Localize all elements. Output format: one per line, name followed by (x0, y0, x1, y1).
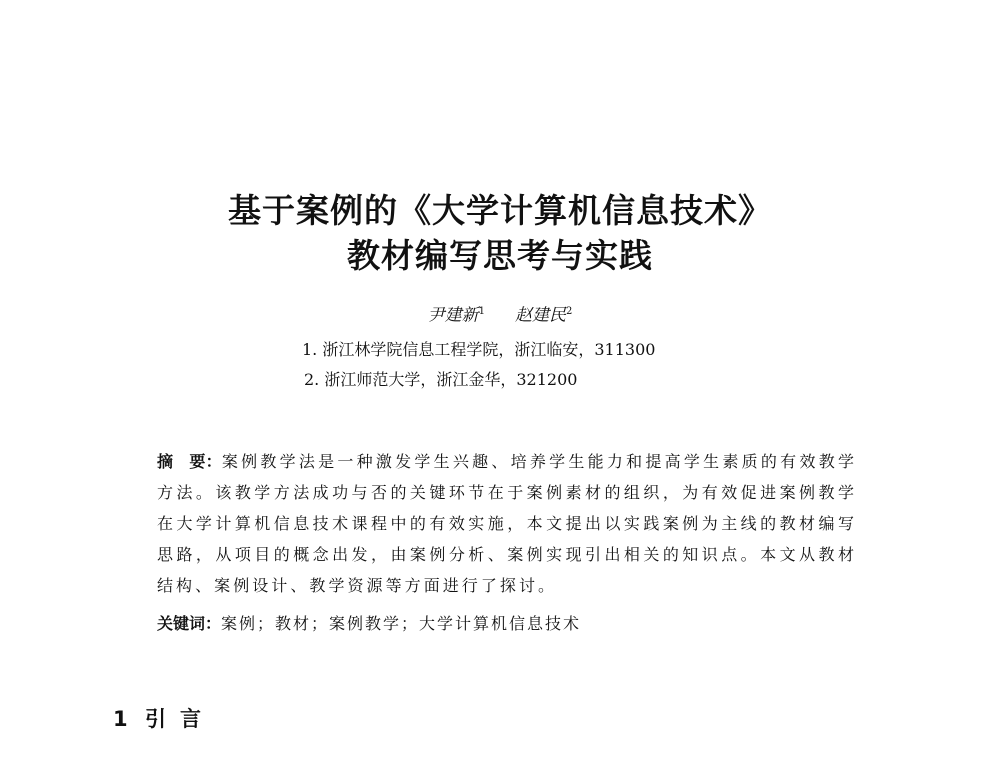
abstract-label-char-1: 摘 (157, 452, 174, 471)
keywords-text: 案例；教材；案例教学；大学计算机信息技术 (221, 614, 582, 633)
author-2-affiliation-mark: 2 (566, 306, 573, 317)
section-title: 引言 (145, 707, 215, 731)
author-1-affiliation-mark: 1 (478, 306, 485, 317)
keywords (157, 608, 581, 639)
abstract-text: 案例教学法是一种激发学生兴趣、培养学生能力和提高学生素质的有效教学方法。该教学方法成功与否的关键环节在于案例素材的组织，为有效促进案例教学在大学计算机信息技术课程中的有效实施，本文提出以实践案例为主线的教材编写思路，从项目的概念出发，由案例分析、案例实现引出相关的知识点。本文从教材结构、案例设计、教学资源等方面进行了探讨。 (157, 452, 857, 595)
author-1 (428, 300, 485, 328)
affiliation-2: 2. 浙江师范大学，浙江金华，321200 (304, 370, 578, 389)
affiliation-1: 1. 浙江林学院信息工程学院，浙江临安，311300 (302, 340, 656, 359)
paper-title-line-1: 基于案例的《大学计算机信息技术》 (228, 191, 772, 230)
author-list (0, 300, 1000, 328)
section-heading (113, 705, 215, 733)
author-2-name: 赵建民 (515, 305, 566, 326)
section-number: 1 (113, 707, 128, 731)
abstract (157, 446, 857, 601)
abstract-label-char-2: 要： (189, 452, 222, 471)
keywords-label: 关键词： (157, 614, 222, 633)
author-1-name: 尹建新 (427, 305, 479, 326)
abstract-label (157, 452, 222, 471)
paper-title-line-2: 教材编写思考与实践 (347, 236, 653, 275)
author-2 (515, 300, 572, 328)
